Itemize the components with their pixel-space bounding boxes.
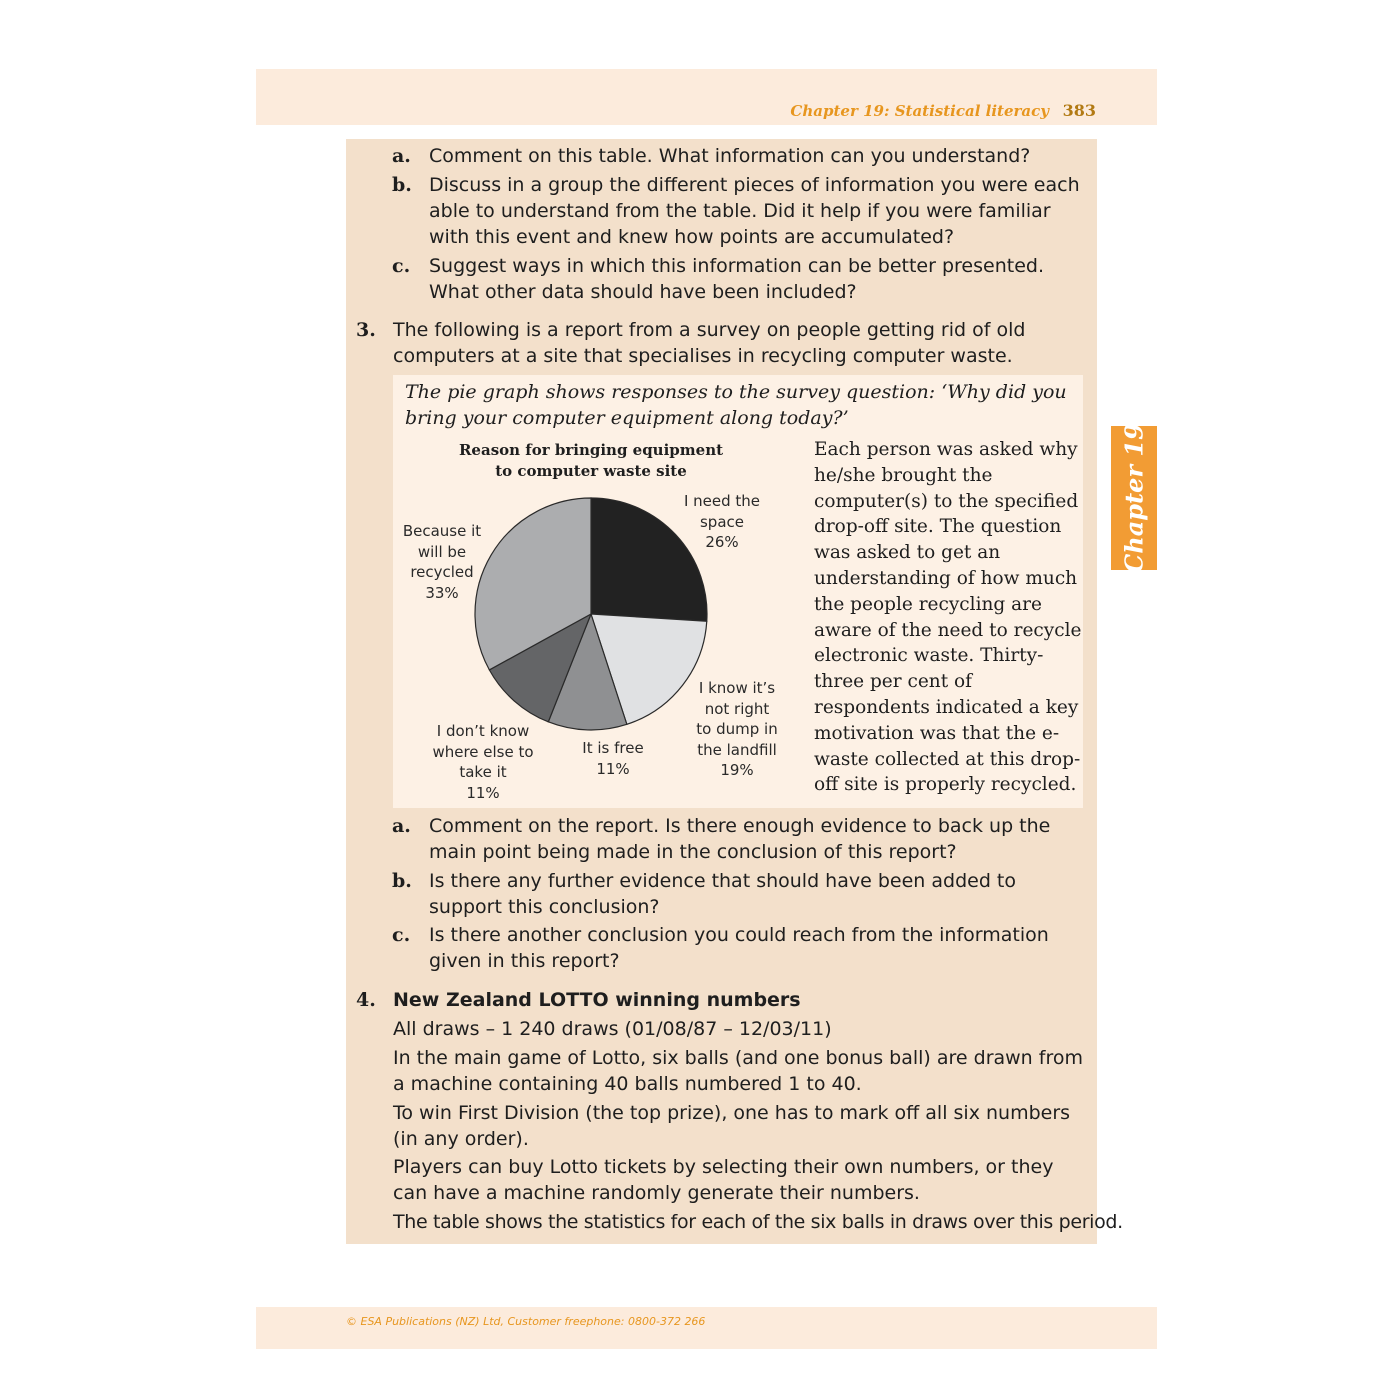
- pie-label-need-space: [671, 491, 773, 553]
- pie-label-need-space-text: I need the space: [683, 492, 761, 531]
- q3-intro: The following is a report from a survey on people getting rid of old computers at a site that specialises in recycling computer waste.: [393, 319, 1026, 367]
- q2-item-a-text: Comment on this table. What information can you understand?: [429, 145, 1031, 167]
- pie-label-dont-know-value: 11%: [466, 783, 500, 802]
- q2-item-c-label: c.: [392, 255, 411, 277]
- chapter-side-tab-label: Chapter 19: [1119, 423, 1149, 573]
- pie-label-recycled: [397, 521, 487, 603]
- q3-item-b-label: b.: [392, 870, 412, 892]
- page-footer: [256, 1307, 1157, 1349]
- q4-paragraph-table-stats: The table shows the statistics for each of the six balls in draws over this period.: [393, 1211, 1123, 1233]
- pie-label-dont-know: [430, 721, 536, 803]
- survey-report-description: Each person was asked why he/she brought the computer(s) to the specified drop-off site. The question was asked to get an understanding of how much the people recycling are aware of the need to recycle electronic waste. Thirty-three per cent of respondents indicated a key motivation was that the e-waste collected at this drop-off site is properly recycled.: [814, 439, 1082, 796]
- survey-report-box: [393, 375, 1083, 808]
- q4-number: 4.: [356, 989, 376, 1011]
- page-header: [256, 69, 1157, 125]
- q2-item-a-label: a.: [392, 145, 411, 167]
- q3-item-a-label: a.: [392, 815, 411, 837]
- q2-item-b-text: Discuss in a group the different pieces of information you were each able to understand from the table. Did it help if you were familiar with this event and knew how points are accumulated?: [429, 174, 1080, 248]
- pie-label-not-right-to-dump-value: 19%: [720, 761, 754, 779]
- q3-item-b-text: Is there any further evidence that should have been added to support this conclusion?: [429, 870, 1016, 918]
- q2-item-b-label: b.: [392, 174, 412, 196]
- q3-number: 3.: [356, 319, 376, 341]
- pie-label-recycled-text: Because it will be recycled: [402, 522, 482, 581]
- survey-report-intro: The pie graph shows responses to the survey question: ‘Why did you bring your computer equipment along today?’: [405, 381, 1067, 429]
- pie-label-it-is-free: [563, 738, 663, 779]
- pie-label-need-space-value: 26%: [705, 533, 739, 551]
- pie-label-it-is-free-value: 11%: [596, 759, 630, 778]
- q3-item-a-text: Comment on the report. Is there enough evidence to back up the main point being made in the conclusion of this report?: [429, 815, 1051, 863]
- pie-label-dont-know-text: I don’t know where else to take it: [432, 722, 534, 781]
- q3-item-c-label: c.: [392, 924, 411, 946]
- running-head-chapter-title: Chapter 19: Statistical literacy: [790, 102, 1049, 120]
- footer-copyright: © ESA Publications (NZ) Ltd, Customer freephone: 0800-372 266: [346, 1315, 706, 1328]
- pie-label-not-right-to-dump: [695, 678, 779, 781]
- page-number: 383: [1062, 101, 1096, 120]
- q2-item-c-text: Suggest ways in which this information can be better presented. What other data should have been included?: [429, 255, 1044, 303]
- q4-paragraph-draws: All draws – 1 240 draws (01/08/87 – 12/03/11): [393, 1018, 832, 1040]
- q4-paragraph-main-game: In the main game of Lotto, six balls (and one bonus ball) are drawn from a machine containing 40 balls numbered 1 to 40.: [393, 1047, 1083, 1095]
- pie-label-not-right-to-dump-text: I know it’s not right to dump in the landfill: [696, 679, 778, 759]
- q4-paragraph-first-division: To win First Division (the top prize), one has to mark off all six numbers (in any order).: [393, 1102, 1071, 1150]
- pie-chart-title: Reason for bringing equipment to computer waste site: [458, 441, 724, 480]
- q4-title: New Zealand LOTTO winning numbers: [393, 989, 801, 1011]
- q4-paragraph-tickets: Players can buy Lotto tickets by selecting their own numbers, or they can have a machine randomly generate their numbers.: [393, 1156, 1054, 1204]
- q3-item-c-text: Is there another conclusion you could reach from the information given in this report?: [429, 924, 1049, 972]
- chapter-side-tab: [1111, 423, 1157, 573]
- pie-label-recycled-value: 33%: [425, 583, 459, 602]
- pie-label-it-is-free-text: It is free: [582, 739, 644, 757]
